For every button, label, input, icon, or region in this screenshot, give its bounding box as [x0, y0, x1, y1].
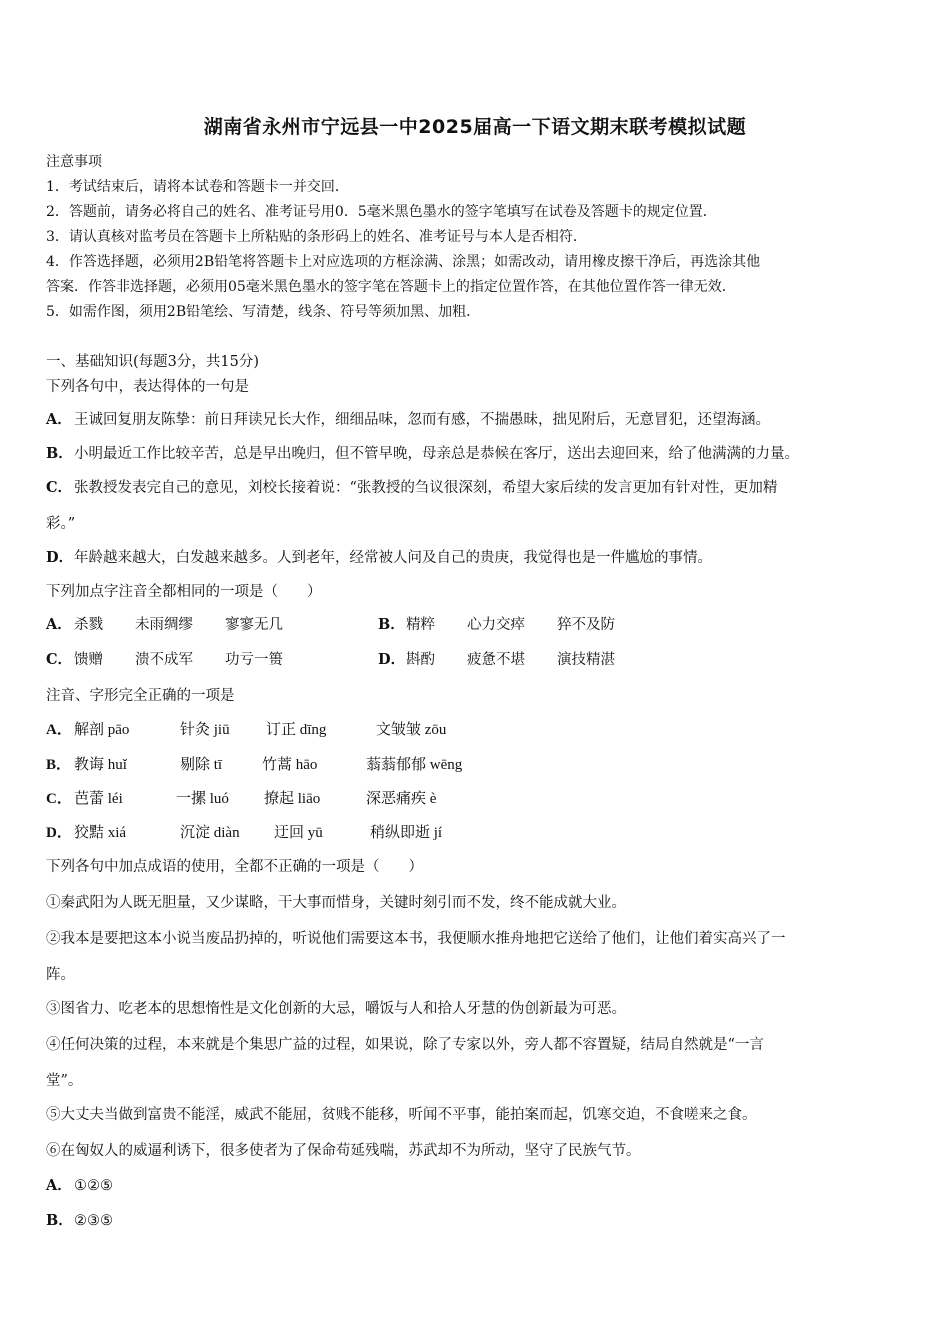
word: 教诲 huǐ — [74, 757, 127, 773]
option-label: B． — [46, 757, 72, 773]
option-text: ②③⑤ — [74, 1213, 113, 1229]
question-1-option-d — [46, 548, 712, 568]
option-label: C． — [46, 791, 72, 807]
question-3-stem: 注音、字形完全正确的一项是 — [46, 688, 235, 704]
question-2-row — [46, 650, 615, 670]
word: 沉淀 diàn — [180, 825, 240, 841]
option-label: A． — [46, 1177, 72, 1194]
word: 竹蒿 hāo — [262, 757, 318, 773]
question-4-item: ⑤大丈夫当做到富贵不能淫，威武不能屈，贫贱不能移，听闻不平事，能拍案而起，饥寒交迫，不食嗟来之食。 — [46, 1107, 757, 1123]
question-3-option-d — [46, 823, 442, 843]
word: 演技精湛 — [557, 652, 615, 668]
word: 斟酌 — [406, 652, 435, 668]
notice-item: 2．答题前，请务必将自己的姓名、准考证号用0．5毫米黑色墨水的签字笔填写在试卷及答题卡的规定位置． — [46, 204, 717, 220]
word: 剔除 tī — [180, 757, 223, 773]
question-4-item: ⑥在匈奴人的威逼利诱下，很多使者为了保命苟延残喘，苏武却不为所动，坚守了民族气节。 — [46, 1143, 641, 1159]
option-label: B． — [46, 445, 73, 462]
option-text: 王诚回复朋友陈挚：前日拜读兄长大作，细细品味，忽而有感，不揣愚昧，拙见附后，无意冒犯，还望海涵。 — [74, 412, 770, 428]
option-label: A． — [46, 722, 72, 738]
notice-item: 3．请认真核对监考员在答题卡上所粘贴的条形码上的姓名、准考证号与本人是否相符． — [46, 229, 587, 245]
word: 猝不及防 — [557, 617, 615, 633]
word: 疲惫不堪 — [467, 652, 525, 668]
question-1-stem: 下列各句中，表达得体的一句是 — [46, 379, 249, 395]
word: 溃不成军 — [135, 652, 193, 668]
item-continuation: 堂”。 — [46, 1073, 83, 1089]
option-text: ①②⑤ — [74, 1178, 113, 1194]
page-title: 湖南省永州市宁远县一中2025届高一下语文期末联考模拟试题 — [203, 116, 747, 138]
question-3-option-c — [46, 789, 436, 809]
word: 针灸 jiū — [180, 722, 230, 738]
option-label: A． — [46, 616, 72, 633]
option-label: A． — [46, 411, 72, 428]
section-heading: 一、基础知识(每题3分，共15分) — [46, 354, 259, 370]
option-label: C． — [46, 479, 73, 496]
notice-item: 1．考试结束后，请将本试卷和答题卡一并交回． — [46, 179, 349, 195]
word: 杀戮 — [74, 617, 103, 633]
notice-item: 答案．作答非选择题，必须用05毫米黑色墨水的签字笔在答题卡上的指定位置作答，在其他位置作答一律无效． — [46, 279, 736, 295]
word: 精粹 — [406, 617, 435, 633]
option-text: 小明最近工作比较辛苦，总是早出晚归，但不管早晚，母亲总是恭候在客厅，送出去迎回来，给了他满满的力量。 — [74, 446, 799, 462]
option-label: B． — [378, 616, 405, 633]
option-label: B． — [46, 1212, 73, 1229]
word: 深恶痛疾 è — [366, 791, 437, 807]
item-continuation: 阵。 — [46, 967, 75, 983]
word: 撩起 liāo — [264, 791, 321, 807]
word: 未雨绸缪 — [135, 617, 193, 633]
question-1-option-a — [46, 410, 770, 430]
question-4-item: ②我本是要把这本小说当废品扔掉的，听说他们需要这本书，我便顺水推舟地把它送给了他们，让他们着实高兴了一 — [46, 931, 786, 947]
question-4-stem: 下列各句中加点成语的使用，全都不正确的一项是（ ） — [46, 859, 423, 875]
option-label: D． — [378, 651, 406, 668]
word: 芭蕾 léi — [74, 791, 123, 807]
question-4-option-a — [46, 1176, 113, 1196]
question-4-item: ④任何决策的过程，本来就是个集思广益的过程，如果说，除了专家以外，旁人都不容置疑，结局自然就是“一言 — [46, 1037, 764, 1053]
word: 蓊蓊郁郁 wēng — [366, 757, 463, 773]
question-4-item: ①秦武阳为人既无胆量，又少谋略，干大事而惜身，关键时刻引而不发，终不能成就大业。 — [46, 895, 626, 911]
word: 功亏一篑 — [225, 652, 283, 668]
option-label: C． — [46, 651, 73, 668]
option-label: D． — [46, 549, 74, 566]
question-1-option-b — [46, 444, 799, 464]
word: 订正 dīng — [266, 722, 327, 738]
word: 文皱皱 zōu — [376, 722, 447, 738]
question-2-stem: 下列加点字注音全都相同的一项是（ ） — [46, 584, 322, 600]
word: 稍纵即逝 jí — [370, 825, 443, 841]
question-2-row — [46, 615, 615, 635]
option-continuation: 彩。” — [46, 516, 76, 532]
question-3-option-b — [46, 755, 462, 775]
question-3-option-a — [46, 720, 446, 740]
word: 寥寥无几 — [225, 617, 283, 633]
notice-item: 4．作答选择题，必须用2B铅笔将答题卡上对应选项的方框涂满、涂黑；如需改动，请用橡皮擦干净后，再选涂其他 — [46, 254, 761, 270]
option-label: D． — [46, 825, 72, 841]
word: 心力交瘁 — [467, 617, 525, 633]
word: 馈赠 — [74, 652, 103, 668]
question-1-option-c — [46, 478, 777, 498]
question-4-item: ③图省力、吃老本的思想惰性是文化创新的大忌，嚼饭与人和拾人牙慧的伪创新最为可恶。 — [46, 1001, 626, 1017]
option-text: 年龄越来越大，白发越来越多。人到老年，经常被人问及自己的贵庚，我觉得也是一件尴尬的事情。 — [74, 550, 712, 566]
option-text: 张教授发表完自己的意见，刘校长接着说：“张教授的刍议很深刻，希望大家后续的发言更加有针对性，更加精 — [74, 480, 778, 496]
word: 解剖 pāo — [74, 722, 130, 738]
notice-item: 5．如需作图，须用2B铅笔绘、写清楚，线条、符号等须加黑、加粗． — [46, 304, 481, 320]
question-4-option-b — [46, 1211, 113, 1231]
word: 迂回 yū — [274, 825, 323, 841]
word: 一摞 luó — [176, 791, 229, 807]
word: 狡黠 xiá — [74, 825, 127, 841]
notice-heading: 注意事项 — [46, 154, 102, 170]
